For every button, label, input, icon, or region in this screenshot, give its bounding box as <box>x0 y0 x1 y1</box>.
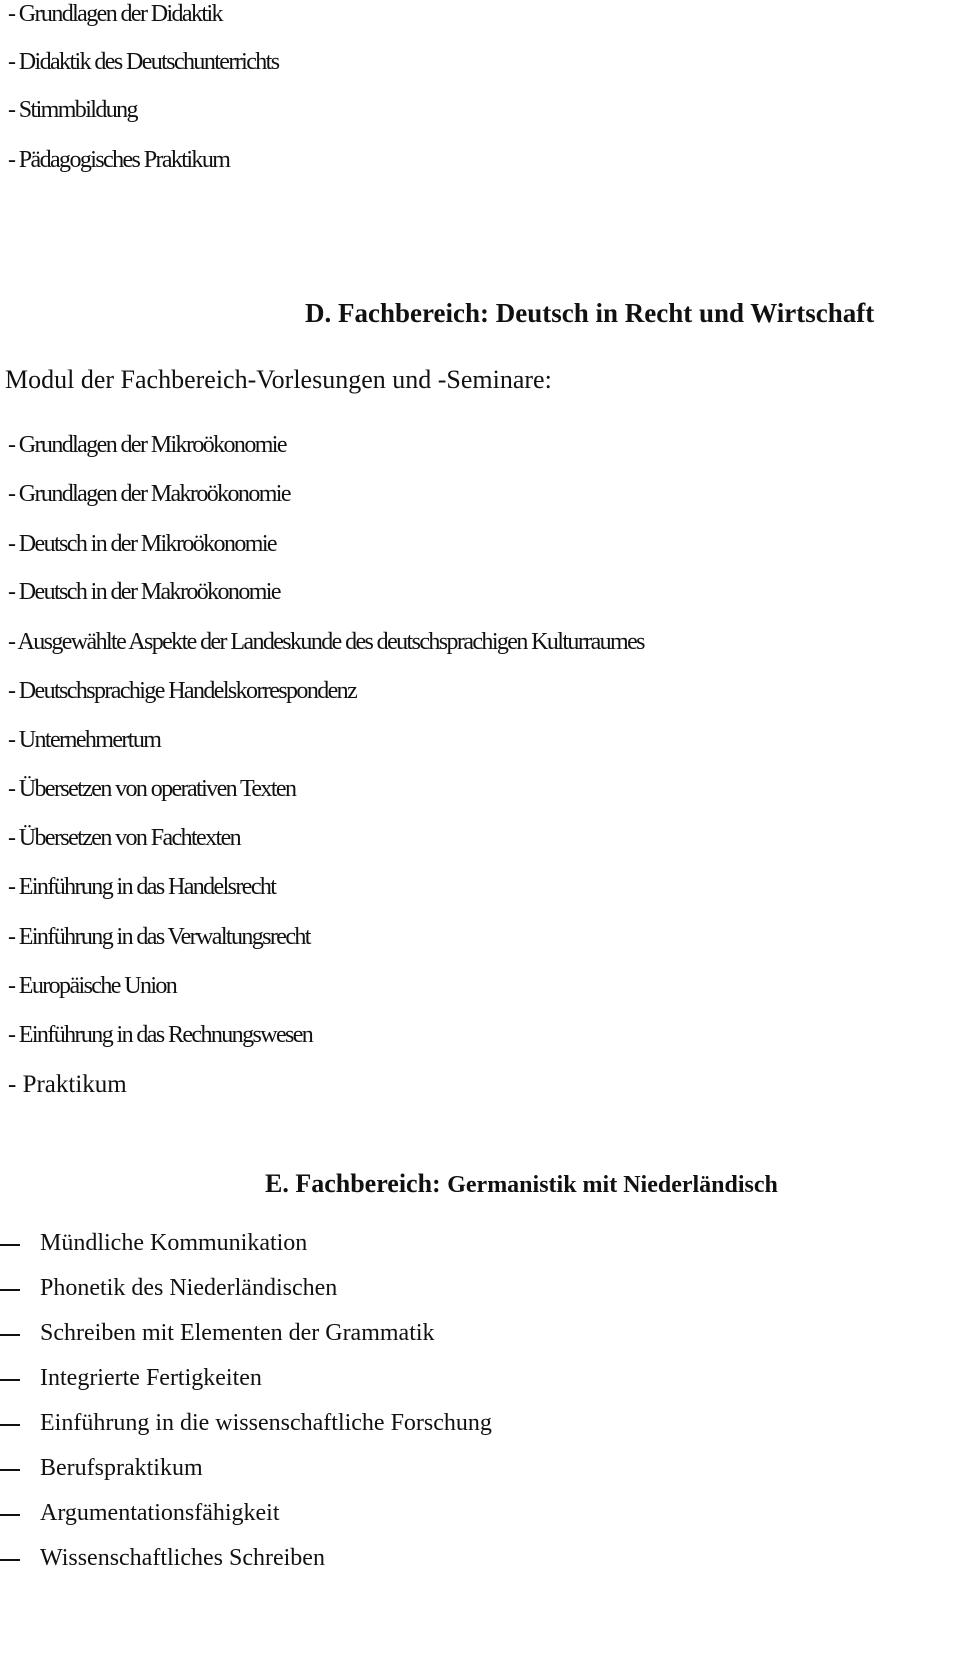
list-item: - Grundlagen der Didaktik <box>8 1 222 27</box>
list-item-label: Mündliche Kommunikation <box>40 1230 308 1256</box>
dash-bullet-icon <box>0 1514 20 1516</box>
list-item: - Unternehmertum <box>8 727 161 753</box>
section-d-heading: D. Fachbereich: Deutsch in Recht und Wirtschaft <box>305 298 875 328</box>
section-e-heading-tail: Germanistik mit Niederländisch <box>447 1172 778 1198</box>
dash-bullet-icon <box>0 1469 20 1471</box>
module-title: Modul der Fachbereich-Vorlesungen und -Seminare: <box>5 365 552 394</box>
list-item: - Deutsch in der Mikroökonomie <box>8 531 276 557</box>
dash-bullet-icon <box>0 1289 20 1291</box>
list-item: - Praktikum <box>8 1071 127 1098</box>
list-item: - Deutschsprachige Handelskorrespondenz <box>8 678 357 704</box>
list-item: - Übersetzen von Fachtexten <box>8 825 241 851</box>
list-item-label: Schreiben mit Elementen der Grammatik <box>40 1320 435 1346</box>
list-item-label: Integrierte Fertigkeiten <box>40 1365 262 1391</box>
list-item-label: Wissenschaftliches Schreiben <box>40 1545 325 1571</box>
list-item: - Ausgewählte Aspekte der Landeskunde des deutschsprachigen Kulturraumes <box>8 629 644 655</box>
list-item: - Deutsch in der Makroökonomie <box>8 579 280 605</box>
list-item-label: Berufspraktikum <box>40 1455 203 1481</box>
list-item: - Einführung in das Handelsrecht <box>8 874 276 900</box>
list-item: - Einführung in das Rechnungswesen <box>8 1022 313 1048</box>
list-item-label: Phonetik des Niederländischen <box>40 1275 338 1301</box>
list-item: - Europäische Union <box>8 973 177 999</box>
dash-bullet-icon <box>0 1379 20 1381</box>
dash-bullet-icon <box>0 1244 20 1246</box>
list-item-label: Einführung in die wissenschaftliche Forschung <box>40 1410 492 1436</box>
list-item: - Einführung in das Verwaltungsrecht <box>8 924 310 950</box>
section-e-heading-prefix: E. Fachbereich: <box>265 1169 441 1198</box>
list-item: - Didaktik des Deutschunterrichts <box>8 49 279 75</box>
dash-bullet-icon <box>0 1424 20 1426</box>
list-item-label: Argumentationsfähigkeit <box>40 1500 280 1526</box>
list-item: - Pädagogisches Praktikum <box>8 147 230 173</box>
list-item: - Stimmbildung <box>8 97 137 123</box>
list-item: - Übersetzen von operativen Texten <box>8 776 296 802</box>
list-item: - Grundlagen der Mikroökonomie <box>8 432 286 458</box>
dash-bullet-icon <box>0 1559 20 1561</box>
section-e-heading <box>265 1171 778 1197</box>
list-item: - Grundlagen der Makroökonomie <box>8 481 290 507</box>
dash-bullet-icon <box>0 1334 20 1336</box>
